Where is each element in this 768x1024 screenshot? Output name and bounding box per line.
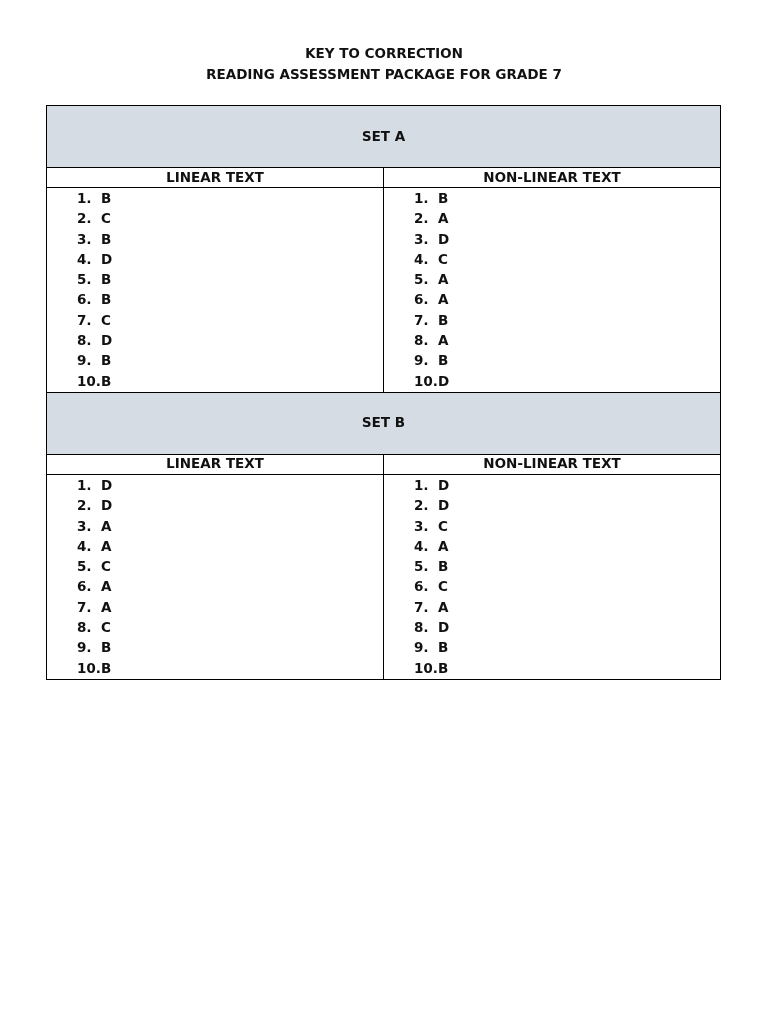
answer-number: 10.	[414, 660, 438, 677]
answer-item	[77, 659, 383, 679]
answer-number: 6.	[414, 579, 429, 596]
answer-item	[77, 209, 383, 229]
answer-number: 2.	[77, 498, 92, 515]
answer-item	[414, 351, 720, 371]
answer-letter: D	[438, 373, 450, 390]
answer-number: 1.	[77, 477, 92, 494]
answer-number: 8.	[414, 620, 429, 637]
answer-item	[414, 517, 720, 537]
answer-item	[414, 311, 720, 331]
answer-letter: B	[101, 353, 112, 370]
answer-number: 6.	[414, 292, 429, 309]
answer-letter: D	[101, 498, 113, 515]
set-b-label: SET B	[47, 392, 721, 454]
answer-number: 8.	[77, 333, 92, 350]
answer-letter: C	[438, 579, 448, 596]
answer-item	[414, 372, 720, 392]
set-a-linear-cell	[47, 188, 384, 393]
answer-letter: C	[438, 251, 448, 268]
answer-item	[414, 537, 720, 557]
answer-letter: B	[438, 640, 449, 657]
answer-letter: D	[438, 498, 450, 515]
answer-letter: D	[101, 333, 113, 350]
answer-number: 6.	[77, 292, 92, 309]
answer-item	[414, 557, 720, 577]
answer-number: 5.	[77, 272, 92, 289]
set-a-nonlinear-heading: NON-LINEAR TEXT	[384, 168, 721, 188]
answer-letter: B	[101, 272, 112, 289]
answer-item	[414, 270, 720, 290]
answer-number: 1.	[77, 191, 92, 207]
answer-number: 2.	[414, 498, 429, 515]
answer-number: 10.	[77, 660, 101, 677]
answer-letter: D	[101, 251, 113, 268]
set-b-linear-list	[47, 475, 383, 679]
answer-item	[414, 331, 720, 351]
answer-letter: B	[101, 231, 112, 248]
answer-item	[77, 270, 383, 290]
answer-item	[77, 577, 383, 597]
document-title: KEY TO CORRECTION	[305, 46, 463, 62]
answer-number: 8.	[414, 333, 429, 350]
answer-item	[77, 618, 383, 638]
answer-letter: C	[101, 559, 111, 576]
answer-letter: C	[438, 518, 448, 535]
answer-item	[77, 351, 383, 371]
answer-number: 2.	[77, 211, 92, 228]
set-a-nonlinear-cell	[384, 188, 721, 393]
answer-item	[414, 659, 720, 679]
answer-number: 2.	[414, 211, 429, 228]
set-b-nonlinear-heading: NON-LINEAR TEXT	[384, 454, 721, 474]
answer-number: 6.	[77, 579, 92, 596]
answer-number: 9.	[414, 353, 429, 370]
answer-letter: A	[438, 292, 449, 309]
answer-letter: A	[438, 333, 449, 350]
set-b-linear-heading: LINEAR TEXT	[47, 454, 384, 474]
answer-letter: C	[101, 211, 111, 228]
answer-number: 1.	[414, 477, 429, 494]
answer-letter: A	[438, 211, 449, 228]
answer-item	[77, 476, 383, 496]
answer-item	[77, 230, 383, 250]
set-a-label: SET A	[47, 106, 721, 168]
answer-letter: B	[101, 373, 112, 390]
answer-item	[77, 537, 383, 557]
answer-letter: A	[101, 579, 112, 596]
answer-number: 3.	[77, 231, 92, 248]
answer-letter: B	[438, 353, 449, 370]
answer-letter: B	[101, 640, 112, 657]
answer-letter: A	[101, 518, 112, 535]
answer-number: 3.	[414, 231, 429, 248]
set-b-answers-row	[47, 474, 721, 679]
set-b-column-headers	[47, 454, 721, 474]
answer-item	[414, 476, 720, 496]
set-b-nonlinear-cell	[384, 474, 721, 679]
answer-number: 3.	[414, 518, 429, 535]
answer-key-table	[46, 105, 721, 680]
answer-letter: B	[438, 312, 449, 329]
answer-number: 10.	[414, 373, 438, 390]
set-a-linear-list	[47, 188, 383, 392]
set-b-row	[47, 392, 721, 454]
answer-item	[77, 311, 383, 331]
answer-number: 9.	[414, 640, 429, 657]
answer-number: 4.	[414, 251, 429, 268]
answer-item	[77, 557, 383, 577]
set-a-column-headers	[47, 168, 721, 188]
answer-letter: A	[101, 538, 112, 555]
answer-letter: B	[101, 191, 112, 207]
answer-item	[77, 372, 383, 392]
answer-number: 3.	[77, 518, 92, 535]
answer-item	[414, 189, 720, 209]
answer-item	[77, 517, 383, 537]
answer-number: 7.	[414, 312, 429, 329]
answer-number: 10.	[77, 373, 101, 390]
answer-letter: A	[438, 538, 449, 555]
answer-letter: A	[438, 272, 449, 289]
answer-number: 7.	[414, 599, 429, 616]
answer-letter: B	[438, 660, 449, 677]
answer-number: 8.	[77, 620, 92, 637]
answer-item	[77, 638, 383, 658]
answer-letter: B	[438, 559, 449, 576]
answer-letter: D	[101, 477, 113, 494]
answer-item	[414, 496, 720, 516]
answer-number: 5.	[414, 272, 429, 289]
answer-item	[77, 496, 383, 516]
answer-item	[414, 209, 720, 229]
document-subtitle: READING ASSESSMENT PACKAGE FOR GRADE 7	[206, 67, 562, 83]
answer-item	[414, 618, 720, 638]
answer-number: 9.	[77, 640, 92, 657]
answer-item	[414, 598, 720, 618]
answer-number: 5.	[77, 559, 92, 576]
answer-item	[414, 577, 720, 597]
answer-number: 9.	[77, 353, 92, 370]
answer-letter: A	[101, 599, 112, 616]
answer-letter: A	[438, 599, 449, 616]
document-header	[0, 44, 768, 86]
answer-item	[414, 250, 720, 270]
set-b-nonlinear-list	[384, 475, 720, 679]
answer-letter: C	[101, 312, 111, 329]
answer-number: 4.	[77, 251, 92, 268]
answer-letter: D	[438, 477, 450, 494]
answer-item	[77, 290, 383, 310]
answer-number: 4.	[414, 538, 429, 555]
answer-item	[77, 331, 383, 351]
answer-number: 5.	[414, 559, 429, 576]
answer-number: 1.	[414, 191, 429, 207]
set-a-nonlinear-list	[384, 188, 720, 392]
answer-letter: B	[101, 292, 112, 309]
answer-number: 7.	[77, 312, 92, 329]
set-b-linear-cell	[47, 474, 384, 679]
answer-letter: B	[438, 191, 449, 207]
answer-letter: D	[438, 620, 450, 637]
answer-item	[414, 230, 720, 250]
answer-number: 4.	[77, 538, 92, 555]
set-a-answers-row	[47, 188, 721, 393]
answer-letter: D	[438, 231, 450, 248]
answer-item	[414, 638, 720, 658]
set-a-row	[47, 106, 721, 168]
answer-item	[77, 250, 383, 270]
answer-letter: B	[101, 660, 112, 677]
answer-number: 7.	[77, 599, 92, 616]
answer-letter: C	[101, 620, 111, 637]
set-a-linear-heading: LINEAR TEXT	[47, 168, 384, 188]
answer-item	[77, 598, 383, 618]
answer-item	[77, 189, 383, 209]
answer-item	[414, 290, 720, 310]
